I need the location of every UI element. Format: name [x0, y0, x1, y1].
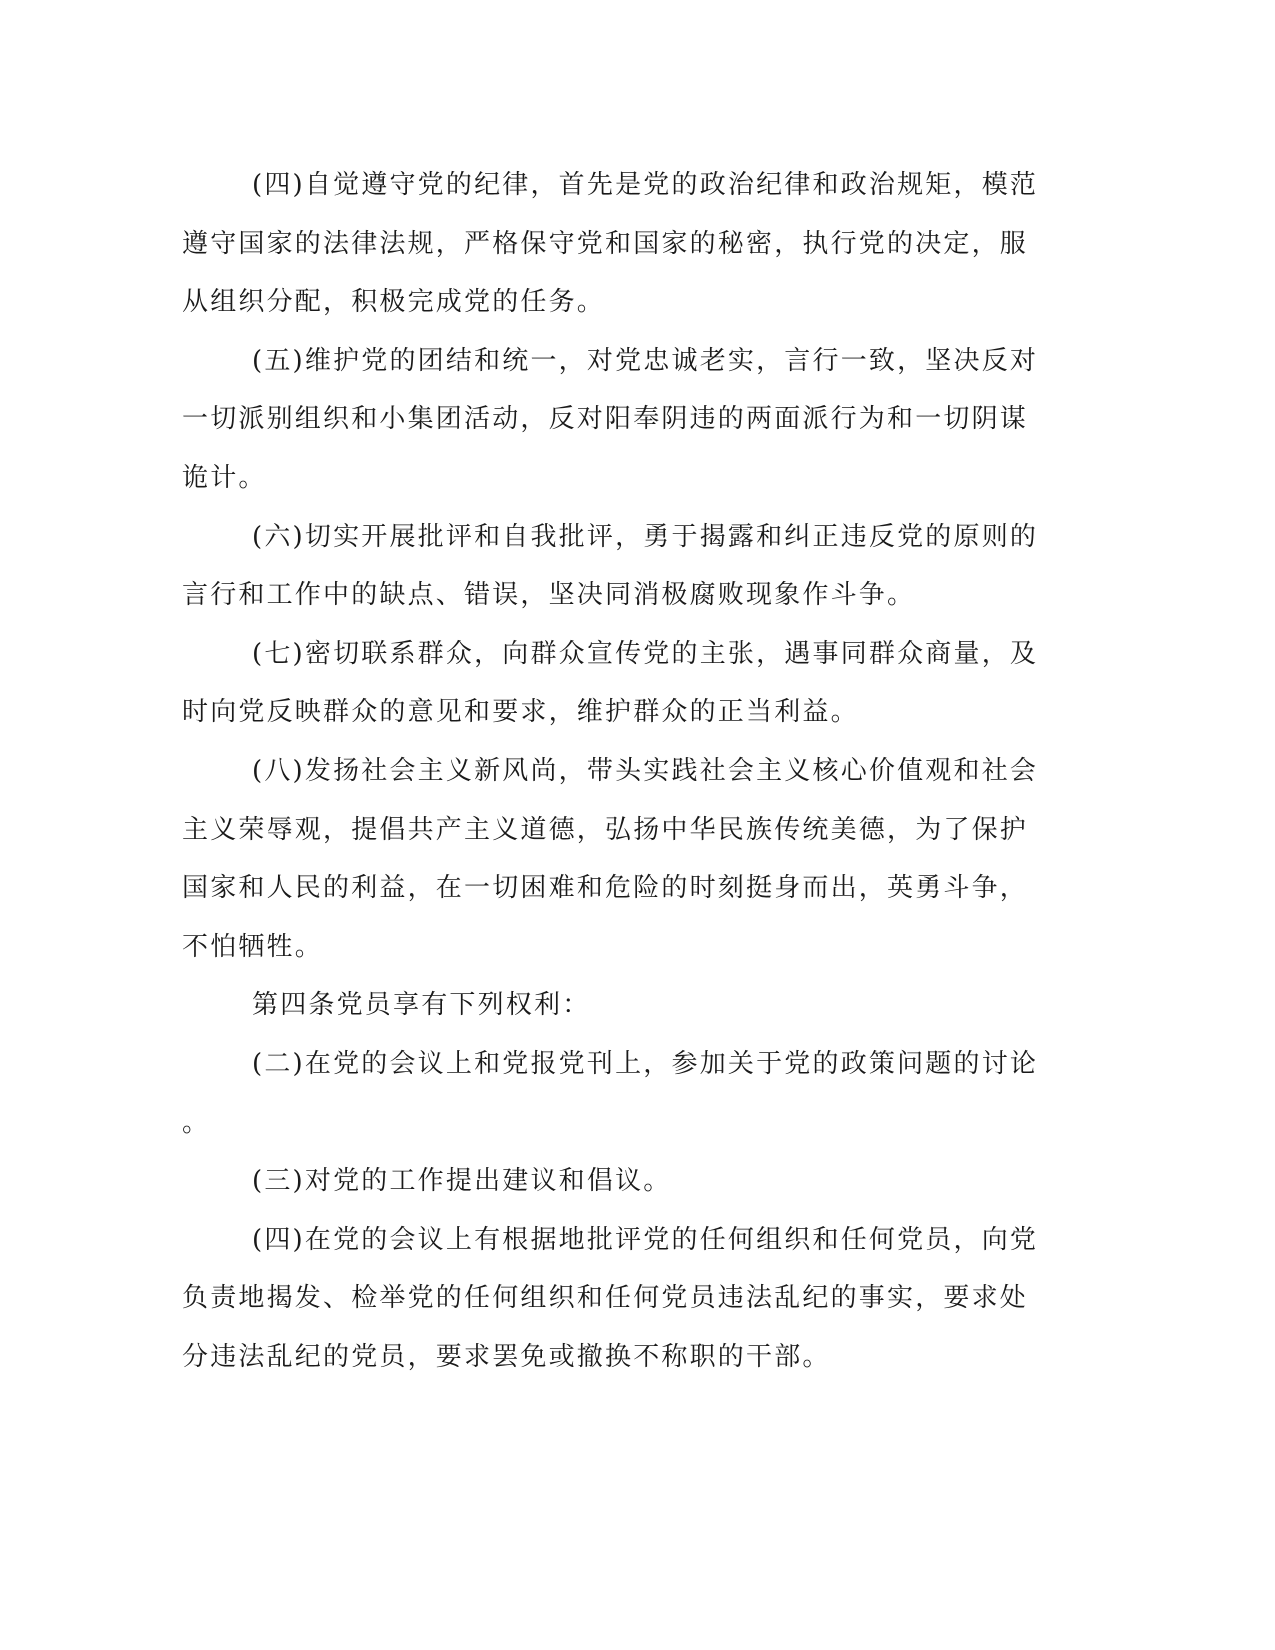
- text-line: (三)对党的工作提出建议和倡议。: [252, 1166, 672, 1197]
- text-line: 负责地揭发、检举党的任何组织和任何党员违法乱纪的事实，要求处: [182, 1283, 1029, 1314]
- text-line: 分违法乱纪的党员，要求罢免或撤换不称职的干部。: [182, 1341, 831, 1372]
- text-line: (六)切实开展批评和自我批评，勇于揭露和纠正违反党的原则的: [252, 521, 1039, 552]
- paragraph-duty-8: [182, 742, 1039, 976]
- text-line: 国家和人民的利益，在一切困难和危险的时刻挺身而出，英勇斗争，: [182, 873, 1029, 904]
- text-line: 时向党反映群众的意见和要求，维护群众的正当利益。: [182, 697, 859, 728]
- text-line: (八)发扬社会主义新风尚，带头实践社会主义核心价值观和社会: [252, 755, 1039, 786]
- text-line: (四)在党的会议上有根据地批评党的任何组织和任何党员，向党: [252, 1224, 1039, 1255]
- text-line: 言行和工作中的缺点、错误，坚决同消极腐败现象作斗争。: [182, 580, 916, 611]
- paragraph-duty-4: [182, 156, 1039, 332]
- text-line: 诡计。: [182, 462, 267, 493]
- paragraph-right-4: [182, 1211, 1039, 1387]
- text-line: 第四条党员享有下列权利：: [252, 990, 591, 1021]
- text-line: 一切派别组织和小集团活动，反对阳奉阴违的两面派行为和一切阴谋: [182, 404, 1029, 435]
- text-line: 主义荣辱观，提倡共产主义道德，弘扬中华民族传统美德，为了保护: [182, 814, 1029, 845]
- text-line: (二)在党的会议上和党报党刊上，参加关于党的政策问题的讨论: [252, 1048, 1039, 1079]
- text-line: (四)自觉遵守党的纪律，首先是党的政治纪律和政治规矩，模范: [252, 170, 1039, 200]
- text-line: (五)维护党的团结和统一，对党忠诚老实，言行一致，坚决反对: [252, 345, 1039, 376]
- paragraph-duty-6: [182, 508, 1039, 625]
- paragraph-right-2: [182, 1035, 1039, 1152]
- paragraph-right-3: [182, 1152, 1015, 1211]
- text-line: 不怕牺牲。: [182, 931, 324, 962]
- text-line: 从组织分配，积极完成党的任务。: [182, 287, 606, 318]
- text-line: (七)密切联系群众，向群众宣传党的主张，遇事同群众商量，及: [252, 638, 1039, 669]
- article-4-heading: [182, 976, 1015, 1035]
- document-body: [182, 156, 1039, 1386]
- text-line: 遵守国家的法律法规，严格保守党和国家的秘密，执行党的决定，服: [182, 228, 1029, 259]
- paragraph-duty-7: [182, 625, 1039, 742]
- paragraph-duty-5: [182, 332, 1039, 508]
- text-line: 。: [182, 1107, 211, 1138]
